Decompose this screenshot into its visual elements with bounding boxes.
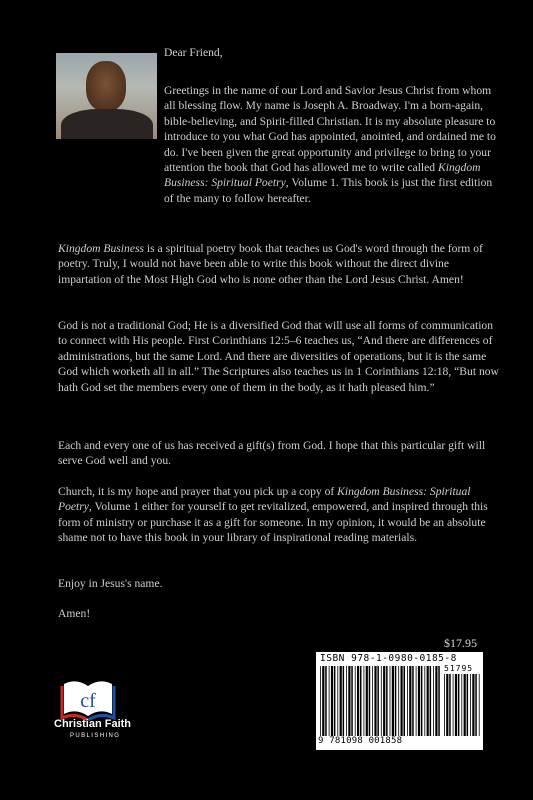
- barcode-bar: [374, 666, 376, 736]
- p2-book-title: Kingdom Business: [58, 242, 144, 255]
- barcode-bar: [386, 666, 388, 736]
- logo-mark: cf: [80, 690, 96, 712]
- barcode-bar: [470, 674, 471, 736]
- publisher-sub: PUBLISHING: [70, 733, 121, 739]
- author-head: [86, 61, 126, 111]
- barcode-bar: [357, 666, 359, 736]
- barcode-bar: [348, 666, 350, 736]
- addon-number: 51795: [444, 664, 474, 673]
- barcode-bar: [383, 666, 385, 736]
- barcode-bar: [416, 666, 417, 736]
- paragraph-enjoy: Enjoy in Jesus's name.: [58, 577, 163, 590]
- barcode-bar: [340, 666, 342, 736]
- paragraph-diversified-god: God is not a traditional God; He is a diversified God that will use all forms of communication to connect with His people. First Corinthians 12:5–6 teaches us, “And there are differences of administrations, but the same Lord. And there are diversities of operations, but it is the same God which worketh all in all.” The Scriptures also teaches us in 1 Corinthians 12:18, “But now hath God set the members every one of them in the body, as it hath pleased him.”: [58, 319, 499, 394]
- barcode-bar: [427, 666, 429, 736]
- barcode-bar: [322, 666, 324, 736]
- author-shoulders: [61, 109, 153, 139]
- barcode-bar: [401, 666, 403, 736]
- barcode-bar: [366, 666, 368, 736]
- author-photo: [56, 53, 157, 139]
- barcode-bar: [343, 666, 345, 736]
- barcode-bar: [433, 666, 434, 736]
- barcode-bar: [392, 666, 394, 736]
- barcode-bar: [325, 666, 327, 736]
- ean-digits: 9 781098 001858: [318, 736, 403, 746]
- barcode-bar: [430, 666, 432, 736]
- intro-text-end: , Volume 1. This book is just the first edition of the many to follow hereafter.: [164, 176, 493, 205]
- barcode-bar: [472, 674, 474, 736]
- intro-book-title: Kingdom Business: Spiritual Poetry: [164, 161, 481, 190]
- barcode-bar: [346, 666, 347, 736]
- intro-paragraph: [164, 83, 504, 206]
- p2-text: is a spiritual poetry book that teaches us God's word through the form of poetry. Truly, I would not have been able to write this book without the direct divine impartation of the Most High God who is none other than the Lord Jesus Christ. Amen!: [58, 242, 483, 286]
- barcode-bar: [475, 674, 477, 736]
- ean-bars: [320, 666, 440, 736]
- p5-text-end: , Volume 1 either for yourself to get revitalized, empowered, and inspired through this form of ministry or purchase it as a gift for someone. In my opinion, it would be an absolute shame not to have this book in your library of inspirational reading materials.: [58, 500, 488, 545]
- barcode-bar: [355, 666, 356, 736]
- paragraph-kingdom-business: [58, 241, 504, 287]
- barcode-bar: [453, 674, 454, 736]
- barcode-bar: [372, 666, 373, 736]
- price-label: $17.95: [444, 636, 477, 650]
- barcode-bar: [369, 666, 371, 736]
- barcode-bar: [455, 674, 457, 736]
- barcode-bar: [424, 666, 425, 736]
- barcode-bar: [412, 666, 414, 736]
- barcode-bar: [458, 674, 460, 736]
- intro-text: Greetings in the name of our Lord and Savior Jesus Christ from whom all blessing flow. My name is Joseph A. Broadway. I'm a born-again, bible-believing, and Spirit-filled Christian. It is my absolute pleasure to introduce to you what God has appointed, anointed, and ordained me to do. I've been given the great opportunity and privilege to bring to your attention the book that God has allowed me to write called: [164, 84, 496, 175]
- paragraph-gift: Each and every one of us has received a gift(s) from God. I hope that this particular gift will serve God well and you.: [58, 439, 486, 468]
- barcode-bar: [407, 666, 408, 736]
- barcode-bar: [404, 666, 406, 736]
- publisher-name: Christian Faith: [54, 718, 132, 730]
- barcode-bar: [329, 666, 330, 736]
- barcode-bar: [438, 666, 440, 736]
- paragraph-amen: Amen!: [58, 607, 91, 620]
- barcode-bar: [320, 666, 321, 736]
- barcode-bar: [360, 666, 362, 736]
- p5-book-title: Kingdom Business: Spiritual Poetry: [58, 485, 471, 514]
- barcode-bar: [398, 666, 399, 736]
- isbn-barcode: [316, 652, 483, 750]
- barcode-bar: [409, 666, 411, 736]
- barcode-bar: [381, 666, 382, 736]
- barcode-bar: [467, 674, 469, 736]
- barcode-bar: [337, 666, 338, 736]
- barcode-bar: [444, 674, 445, 736]
- barcode-bar: [421, 666, 423, 736]
- barcode-bar: [390, 666, 391, 736]
- barcode-bar: [461, 674, 462, 736]
- barcode-bar: [377, 666, 379, 736]
- barcode-bar: [418, 666, 420, 736]
- barcode-bar: [331, 666, 333, 736]
- p5-text: Church, it is my hope and prayer that you pick up a copy of: [58, 485, 338, 498]
- barcode-bar: [479, 674, 480, 736]
- salutation: Dear Friend,: [164, 46, 223, 59]
- isbn-label: ISBN 978-1-0980-0185-8: [320, 653, 457, 664]
- paragraph-church: [58, 484, 504, 546]
- barcode-bar: [446, 674, 448, 736]
- barcode-bar: [364, 666, 365, 736]
- addon-bars: [444, 674, 480, 736]
- barcode-bar: [334, 666, 336, 736]
- barcode-bar: [351, 666, 353, 736]
- barcode-bar: [395, 666, 397, 736]
- barcode-bar: [435, 666, 437, 736]
- barcode-bar: [449, 674, 451, 736]
- barcode-bar: [464, 674, 466, 736]
